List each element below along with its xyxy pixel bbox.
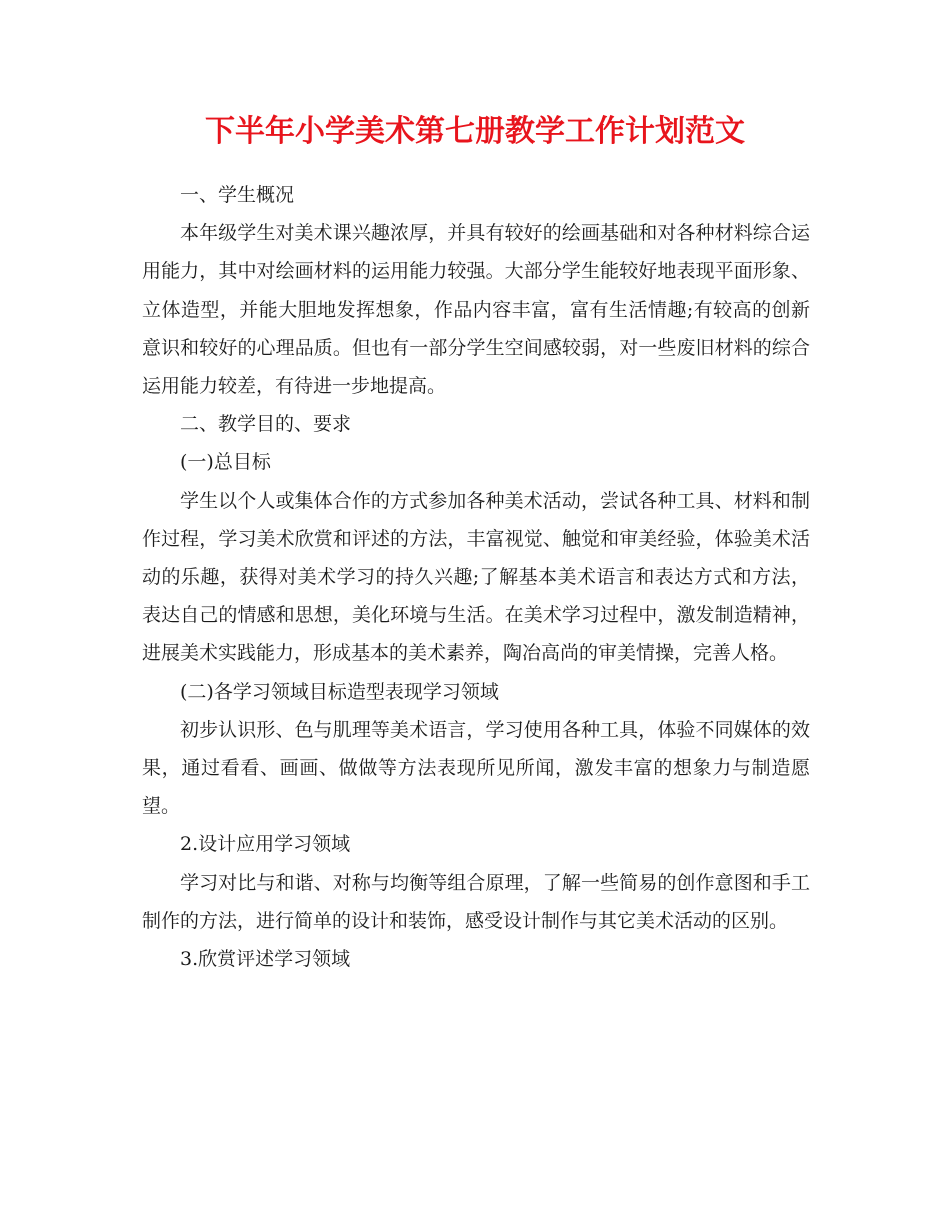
- section-heading-teaching-goals: 二、教学目的、要求: [180, 413, 352, 436]
- paragraph-design-domain: 学习对比与和谐、对称与均衡等组合原理，了解一些简易的创作意图和手工制作的方法，进行简单的设计和装饰，感受设计制作与其它美术活动的区别。: [142, 871, 810, 932]
- paragraph-student-overview: 本年级学生对美术课兴趣浓厚，并具有较好的绘画基础和对各种材料综合运用能力，其中对绘画材料的运用能力较强。大部分学生能较好地表现平面形象、立体造型，并能大胆地发挥想象，作品内容丰富，富有生活情趣;有较高的创新意识和较好的心理品质。但也有一部分学生空间感较弱，对一些废旧材料的综合运用能力较差，有待进一步地提高。: [142, 222, 810, 398]
- document-title: 下半年小学美术第七册教学工作计划范文: [205, 114, 745, 149]
- section-heading-student-overview: 一、学生概况: [180, 184, 295, 206]
- document-body: [142, 176, 810, 978]
- subheading-domain-goals: (二)各学习领域目标造型表现学习领域: [180, 680, 499, 703]
- subheading-design-domain: 2.设计应用学习领域: [180, 833, 351, 856]
- subheading-overall-goal: (一)总目标: [180, 451, 271, 474]
- paragraph-overall-goal: 学生以个人或集体合作的方式参加各种美术活动，尝试各种工具、材料和制作过程，学习美术欣赏和评述的方法，丰富视觉、触觉和审美经验，体验美术活动的乐趣，获得对美术学习的持久兴趣;了解基本美术语言和表达方式和方法，表达自己的情感和思想，美化环境与生活。在美术学习过程中，激发制造精神，进展美术实践能力，形成基本的美术素养，陶冶高尚的审美情操，完善人格。: [142, 489, 810, 665]
- paragraph-modeling-domain: 初步认识形、色与肌理等美术语言，学习使用各种工具，体验不同媒体的效果，通过看看、画画、做做等方法表现所见所闻，激发丰富的想象力与制造愿望。: [142, 718, 810, 818]
- subheading-appreciation-domain: 3.欣赏评述学习领域: [180, 948, 351, 971]
